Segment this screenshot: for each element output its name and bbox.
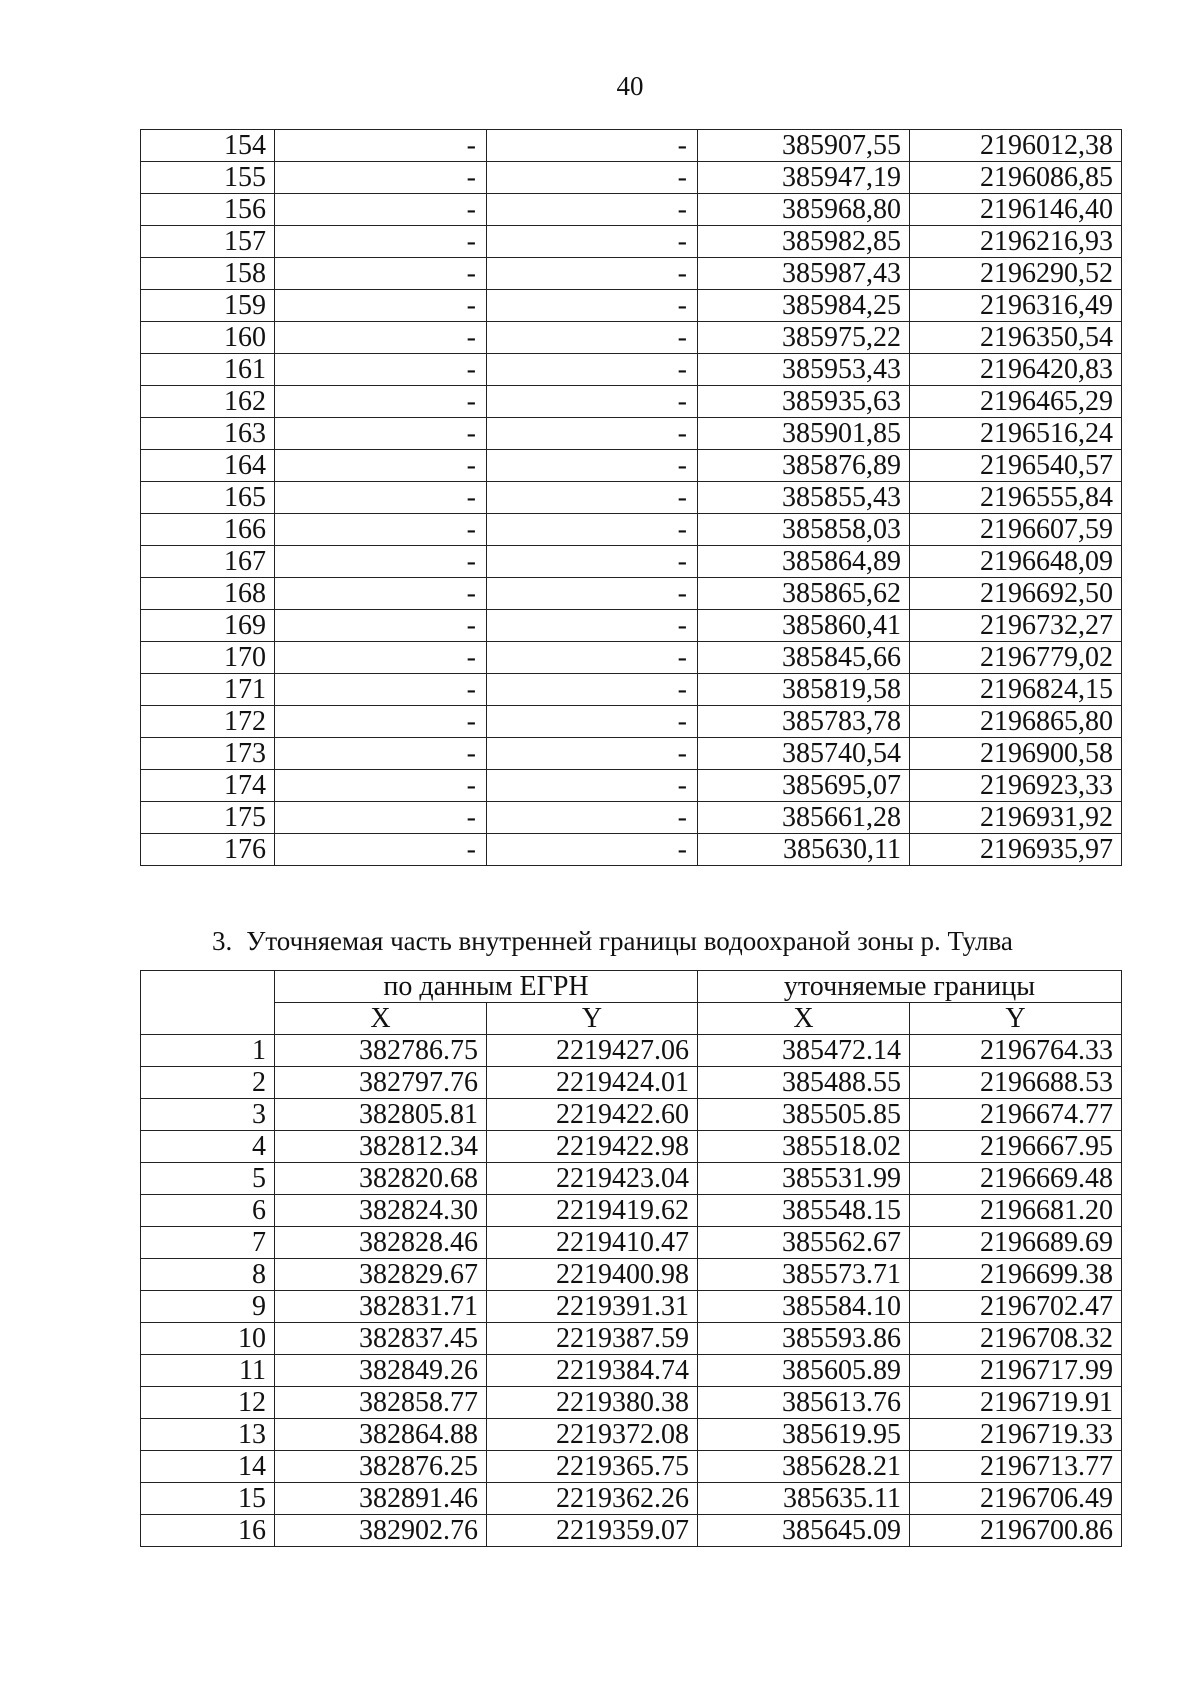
refined-y-cell: 2196667.95 — [910, 1131, 1122, 1163]
point-number-cell: 7 — [141, 1227, 275, 1259]
refined-x-cell: 385635.11 — [698, 1483, 910, 1515]
refined-y-cell: 2196540,57 — [910, 450, 1122, 482]
refined-x-cell: 385901,85 — [698, 418, 910, 450]
refined-x-cell: 385864,89 — [698, 546, 910, 578]
point-number-cell: 14 — [141, 1451, 275, 1483]
refined-y-cell: 2196923,33 — [910, 770, 1122, 802]
point-number-cell: 162 — [141, 386, 275, 418]
header-corner-cell — [141, 971, 275, 1035]
refined-x-cell: 385472.14 — [698, 1035, 910, 1067]
refined-x-cell: 385987,43 — [698, 258, 910, 290]
table-row — [141, 1419, 1122, 1451]
egrn-y-cell: - — [487, 578, 698, 610]
egrn-y-cell: - — [487, 162, 698, 194]
egrn-y-cell: - — [487, 770, 698, 802]
refined-x-cell: 385984,25 — [698, 290, 910, 322]
refined-y-cell: 2196607,59 — [910, 514, 1122, 546]
refined-x-cell: 385562.67 — [698, 1227, 910, 1259]
point-number-cell: 5 — [141, 1163, 275, 1195]
point-number-cell: 16 — [141, 1515, 275, 1547]
table-row — [141, 706, 1122, 738]
refined-y-cell: 2196689.69 — [910, 1227, 1122, 1259]
egrn-y-cell: 2219423.04 — [487, 1163, 698, 1195]
egrn-y-cell: 2219372.08 — [487, 1419, 698, 1451]
point-number-cell: 13 — [141, 1419, 275, 1451]
table-row — [141, 1131, 1122, 1163]
table-row — [141, 1227, 1122, 1259]
table-row — [141, 226, 1122, 258]
point-number-cell: 4 — [141, 1131, 275, 1163]
table-row — [141, 546, 1122, 578]
refined-y-cell: 2196706.49 — [910, 1483, 1122, 1515]
refined-x-cell: 385619.95 — [698, 1419, 910, 1451]
egrn-x-cell: 382824.30 — [275, 1195, 487, 1227]
egrn-y-cell: - — [487, 802, 698, 834]
egrn-y-cell: 2219422.98 — [487, 1131, 698, 1163]
refined-y-cell: 2196555,84 — [910, 482, 1122, 514]
egrn-y-cell: - — [487, 834, 698, 866]
egrn-x-cell: - — [275, 482, 487, 514]
refined-x-cell: 385876,89 — [698, 450, 910, 482]
header-egrn: по данным ЕГРН — [275, 971, 698, 1003]
egrn-x-cell: 382786.75 — [275, 1035, 487, 1067]
point-number-cell: 159 — [141, 290, 275, 322]
refined-x-cell: 385935,63 — [698, 386, 910, 418]
point-number-cell: 170 — [141, 642, 275, 674]
refined-y-cell: 2196699.38 — [910, 1259, 1122, 1291]
egrn-y-cell: 2219359.07 — [487, 1515, 698, 1547]
table-row — [141, 130, 1122, 162]
egrn-y-cell: 2219365.75 — [487, 1451, 698, 1483]
point-number-cell: 176 — [141, 834, 275, 866]
header-refined-x: X — [698, 1003, 910, 1035]
header-egrn-y: Y — [487, 1003, 698, 1035]
refined-x-cell: 385819,58 — [698, 674, 910, 706]
refined-x-cell: 385505.85 — [698, 1099, 910, 1131]
refined-y-cell: 2196708.32 — [910, 1323, 1122, 1355]
table-row — [141, 1291, 1122, 1323]
refined-x-cell: 385860,41 — [698, 610, 910, 642]
refined-y-cell: 2196719.33 — [910, 1419, 1122, 1451]
egrn-y-cell: 2219422.60 — [487, 1099, 698, 1131]
egrn-x-cell: - — [275, 194, 487, 226]
egrn-y-cell: 2219424.01 — [487, 1067, 698, 1099]
table-row — [141, 770, 1122, 802]
point-number-cell: 154 — [141, 130, 275, 162]
refined-y-cell: 2196216,93 — [910, 226, 1122, 258]
refined-x-cell: 385613.76 — [698, 1387, 910, 1419]
egrn-x-cell: 382829.67 — [275, 1259, 487, 1291]
refined-y-cell: 2196732,27 — [910, 610, 1122, 642]
egrn-y-cell: - — [487, 738, 698, 770]
table-row — [141, 1451, 1122, 1483]
egrn-y-cell: - — [487, 546, 698, 578]
refined-y-cell: 2196702.47 — [910, 1291, 1122, 1323]
egrn-x-cell: - — [275, 162, 487, 194]
table-row — [141, 642, 1122, 674]
refined-y-cell: 2196824,15 — [910, 674, 1122, 706]
point-number-cell: 3 — [141, 1099, 275, 1131]
point-number-cell: 1 — [141, 1035, 275, 1067]
egrn-x-cell: - — [275, 738, 487, 770]
egrn-x-cell: 382805.81 — [275, 1099, 487, 1131]
refined-x-cell: 385968,80 — [698, 194, 910, 226]
egrn-x-cell: - — [275, 226, 487, 258]
egrn-x-cell: - — [275, 802, 487, 834]
boundary-coordinates-table — [140, 970, 1122, 1547]
egrn-x-cell: - — [275, 674, 487, 706]
egrn-y-cell: - — [487, 706, 698, 738]
egrn-x-cell: - — [275, 258, 487, 290]
point-number-cell: 155 — [141, 162, 275, 194]
egrn-x-cell: - — [275, 418, 487, 450]
point-number-cell: 166 — [141, 514, 275, 546]
refined-y-cell: 2196681.20 — [910, 1195, 1122, 1227]
egrn-x-cell: - — [275, 610, 487, 642]
refined-y-cell: 2196688.53 — [910, 1067, 1122, 1099]
refined-x-cell: 385740,54 — [698, 738, 910, 770]
refined-y-cell: 2196717.99 — [910, 1355, 1122, 1387]
egrn-x-cell: 382831.71 — [275, 1291, 487, 1323]
point-number-cell: 165 — [141, 482, 275, 514]
refined-y-cell: 2196648,09 — [910, 546, 1122, 578]
egrn-x-cell: 382891.46 — [275, 1483, 487, 1515]
table-row — [141, 802, 1122, 834]
egrn-y-cell: - — [487, 418, 698, 450]
refined-y-cell: 2196350,54 — [910, 322, 1122, 354]
point-number-cell: 160 — [141, 322, 275, 354]
table-row — [141, 162, 1122, 194]
table-row — [141, 1163, 1122, 1195]
egrn-x-cell: 382849.26 — [275, 1355, 487, 1387]
refined-y-cell: 2196931,92 — [910, 802, 1122, 834]
egrn-y-cell: - — [487, 322, 698, 354]
egrn-x-cell: - — [275, 450, 487, 482]
egrn-x-cell: - — [275, 290, 487, 322]
coordinates-table-body — [141, 130, 1122, 866]
egrn-y-cell: 2219380.38 — [487, 1387, 698, 1419]
table-row — [141, 418, 1122, 450]
table-row — [141, 1259, 1122, 1291]
point-number-cell: 163 — [141, 418, 275, 450]
egrn-y-cell: - — [487, 674, 698, 706]
refined-y-cell: 2196012,38 — [910, 130, 1122, 162]
table-row — [141, 610, 1122, 642]
egrn-y-cell: - — [487, 514, 698, 546]
egrn-x-cell: - — [275, 706, 487, 738]
section-number: 3. — [212, 926, 233, 956]
boundary-table-body — [141, 1035, 1122, 1547]
table-row — [141, 1387, 1122, 1419]
table-row — [141, 386, 1122, 418]
egrn-y-cell: - — [487, 258, 698, 290]
table-row — [141, 1035, 1122, 1067]
table-row — [141, 514, 1122, 546]
egrn-x-cell: - — [275, 642, 487, 674]
point-number-cell: 174 — [141, 770, 275, 802]
refined-y-cell: 2196086,85 — [910, 162, 1122, 194]
egrn-x-cell: 382864.88 — [275, 1419, 487, 1451]
egrn-x-cell: 382837.45 — [275, 1323, 487, 1355]
refined-x-cell: 385628.21 — [698, 1451, 910, 1483]
refined-x-cell: 385783,78 — [698, 706, 910, 738]
egrn-y-cell: - — [487, 290, 698, 322]
header-egrn-x: X — [275, 1003, 487, 1035]
egrn-x-cell: - — [275, 546, 487, 578]
refined-x-cell: 385645.09 — [698, 1515, 910, 1547]
table-row — [141, 322, 1122, 354]
refined-y-cell: 2196900,58 — [910, 738, 1122, 770]
refined-y-cell: 2196516,24 — [910, 418, 1122, 450]
refined-x-cell: 385584.10 — [698, 1291, 910, 1323]
refined-x-cell: 385845,66 — [698, 642, 910, 674]
section-title-text: Уточняемая часть внутренней границы водоохраной зоны р. Тулва — [246, 926, 1013, 956]
table-row — [141, 834, 1122, 866]
table-row — [141, 354, 1122, 386]
refined-x-cell: 385531.99 — [698, 1163, 910, 1195]
egrn-x-cell: - — [275, 770, 487, 802]
egrn-x-cell: - — [275, 354, 487, 386]
egrn-y-cell: 2219410.47 — [487, 1227, 698, 1259]
header-refined-boundaries: уточняемые границы — [698, 971, 1122, 1003]
egrn-x-cell: 382797.76 — [275, 1067, 487, 1099]
egrn-y-cell: 2219427.06 — [487, 1035, 698, 1067]
section-3-title — [212, 925, 1013, 957]
point-number-cell: 169 — [141, 610, 275, 642]
egrn-y-cell: 2219387.59 — [487, 1323, 698, 1355]
refined-x-cell: 385975,22 — [698, 322, 910, 354]
table-row — [141, 290, 1122, 322]
refined-y-cell: 2196146,40 — [910, 194, 1122, 226]
egrn-x-cell: - — [275, 834, 487, 866]
point-number-cell: 10 — [141, 1323, 275, 1355]
egrn-y-cell: - — [487, 226, 698, 258]
sub-header-row — [141, 1003, 1122, 1035]
egrn-x-cell: 382858.77 — [275, 1387, 487, 1419]
refined-x-cell: 385982,85 — [698, 226, 910, 258]
refined-x-cell: 385865,62 — [698, 578, 910, 610]
refined-x-cell: 385695,07 — [698, 770, 910, 802]
refined-y-cell: 2196764.33 — [910, 1035, 1122, 1067]
refined-y-cell: 2196713.77 — [910, 1451, 1122, 1483]
point-number-cell: 173 — [141, 738, 275, 770]
table-row — [141, 674, 1122, 706]
egrn-y-cell: 2219362.26 — [487, 1483, 698, 1515]
refined-y-cell: 2196669.48 — [910, 1163, 1122, 1195]
egrn-x-cell: - — [275, 130, 487, 162]
egrn-x-cell: - — [275, 514, 487, 546]
refined-y-cell: 2196290,52 — [910, 258, 1122, 290]
point-number-cell: 175 — [141, 802, 275, 834]
refined-y-cell: 2196316,49 — [910, 290, 1122, 322]
page-number: 40 — [616, 71, 644, 101]
egrn-y-cell: - — [487, 482, 698, 514]
point-number-cell: 158 — [141, 258, 275, 290]
table-row — [141, 1515, 1122, 1547]
refined-y-cell: 2196692,50 — [910, 578, 1122, 610]
header-refined-y: Y — [910, 1003, 1122, 1035]
coordinates-table-continued — [140, 129, 1122, 866]
refined-x-cell: 385605.89 — [698, 1355, 910, 1387]
table-row — [141, 1355, 1122, 1387]
point-number-cell: 2 — [141, 1067, 275, 1099]
refined-y-cell: 2196700.86 — [910, 1515, 1122, 1547]
table-row — [141, 1483, 1122, 1515]
refined-x-cell: 385573.71 — [698, 1259, 910, 1291]
refined-y-cell: 2196674.77 — [910, 1099, 1122, 1131]
egrn-y-cell: 2219384.74 — [487, 1355, 698, 1387]
point-number-cell: 172 — [141, 706, 275, 738]
table-row — [141, 578, 1122, 610]
egrn-x-cell: - — [275, 386, 487, 418]
refined-y-cell: 2196779,02 — [910, 642, 1122, 674]
egrn-y-cell: - — [487, 450, 698, 482]
point-number-cell: 9 — [141, 1291, 275, 1323]
refined-x-cell: 385953,43 — [698, 354, 910, 386]
table-row — [141, 1323, 1122, 1355]
egrn-y-cell: - — [487, 610, 698, 642]
egrn-y-cell: - — [487, 386, 698, 418]
point-number-cell: 12 — [141, 1387, 275, 1419]
point-number-cell: 167 — [141, 546, 275, 578]
table-row — [141, 482, 1122, 514]
refined-y-cell: 2196865,80 — [910, 706, 1122, 738]
refined-x-cell: 385661,28 — [698, 802, 910, 834]
refined-y-cell: 2196935,97 — [910, 834, 1122, 866]
egrn-x-cell: 382902.76 — [275, 1515, 487, 1547]
point-number-cell: 168 — [141, 578, 275, 610]
point-number-cell: 164 — [141, 450, 275, 482]
egrn-x-cell: 382820.68 — [275, 1163, 487, 1195]
point-number-cell: 157 — [141, 226, 275, 258]
egrn-x-cell: 382812.34 — [275, 1131, 487, 1163]
egrn-x-cell: - — [275, 322, 487, 354]
egrn-y-cell: - — [487, 354, 698, 386]
point-number-cell: 161 — [141, 354, 275, 386]
egrn-x-cell: - — [275, 578, 487, 610]
refined-x-cell: 385548.15 — [698, 1195, 910, 1227]
refined-x-cell: 385947,19 — [698, 162, 910, 194]
table-row — [141, 450, 1122, 482]
refined-x-cell: 385593.86 — [698, 1323, 910, 1355]
egrn-x-cell: 382828.46 — [275, 1227, 487, 1259]
egrn-y-cell: - — [487, 130, 698, 162]
refined-x-cell: 385858,03 — [698, 514, 910, 546]
egrn-y-cell: 2219391.31 — [487, 1291, 698, 1323]
table-row — [141, 258, 1122, 290]
refined-y-cell: 2196465,29 — [910, 386, 1122, 418]
refined-x-cell: 385907,55 — [698, 130, 910, 162]
table-row — [141, 194, 1122, 226]
table-row — [141, 1067, 1122, 1099]
refined-x-cell: 385855,43 — [698, 482, 910, 514]
point-number-cell: 15 — [141, 1483, 275, 1515]
egrn-y-cell: 2219400.98 — [487, 1259, 698, 1291]
refined-y-cell: 2196420,83 — [910, 354, 1122, 386]
table-row — [141, 1195, 1122, 1227]
point-number-cell: 6 — [141, 1195, 275, 1227]
point-number-cell: 8 — [141, 1259, 275, 1291]
table-row — [141, 1099, 1122, 1131]
point-number-cell: 11 — [141, 1355, 275, 1387]
point-number-cell: 171 — [141, 674, 275, 706]
egrn-x-cell: 382876.25 — [275, 1451, 487, 1483]
refined-y-cell: 2196719.91 — [910, 1387, 1122, 1419]
refined-x-cell: 385518.02 — [698, 1131, 910, 1163]
point-number-cell: 156 — [141, 194, 275, 226]
egrn-y-cell: - — [487, 642, 698, 674]
table-row — [141, 738, 1122, 770]
egrn-y-cell: 2219419.62 — [487, 1195, 698, 1227]
egrn-y-cell: - — [487, 194, 698, 226]
group-header-row — [141, 971, 1122, 1003]
refined-x-cell: 385630,11 — [698, 834, 910, 866]
refined-x-cell: 385488.55 — [698, 1067, 910, 1099]
